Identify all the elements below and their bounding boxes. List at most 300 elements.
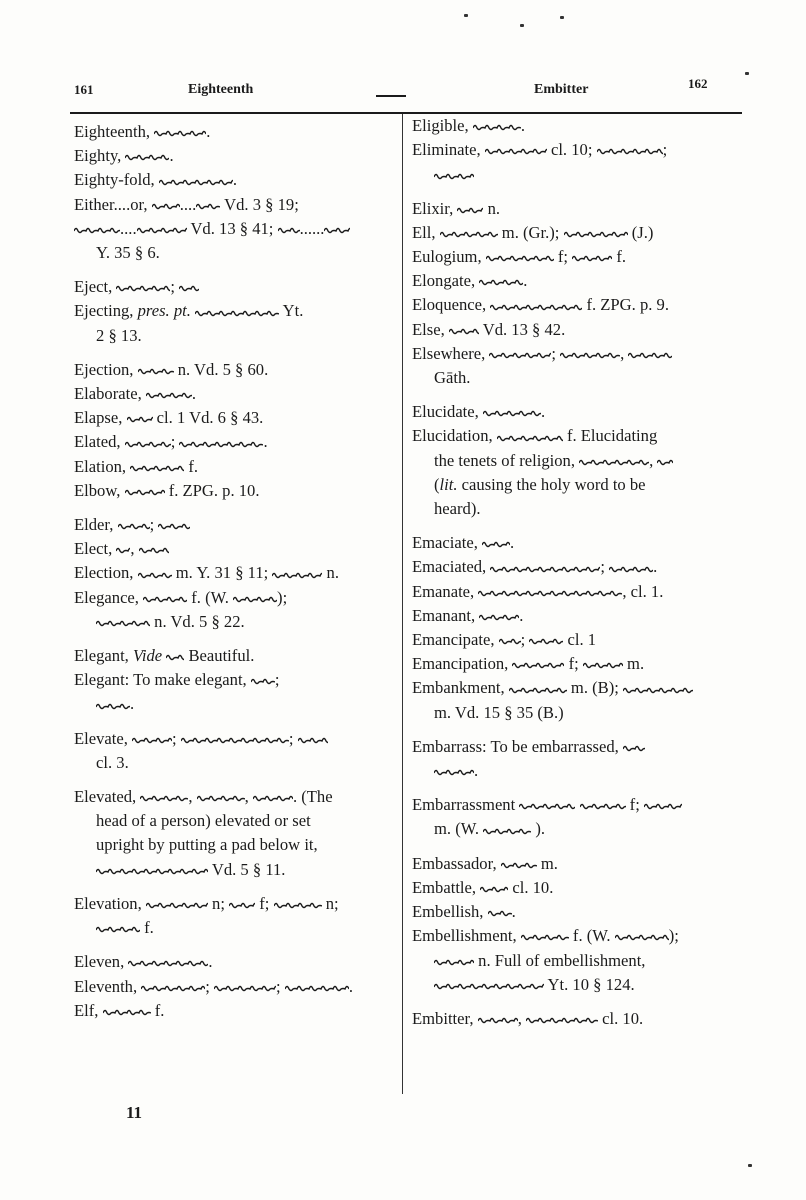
entry-text: f. ZPG. p. 10. [164, 480, 260, 500]
headword-text: Elf, [74, 1000, 103, 1020]
dictionary-entry [412, 245, 740, 269]
entry-text: f. [612, 247, 627, 267]
avestan-word [485, 144, 547, 158]
dictionary-entry [74, 644, 392, 668]
headword-text: Elegance, [74, 587, 144, 607]
entry-gap [412, 783, 740, 793]
headword-text: Ejection, [74, 359, 138, 379]
entry-text: , [649, 450, 658, 470]
headword-text: Elsewhere, [412, 343, 490, 363]
avestan-word [138, 364, 174, 378]
headword-text: m. Vd. 15 § 35 (B.) [434, 702, 564, 722]
avestan-word [128, 956, 208, 970]
dictionary-entry [74, 833, 392, 857]
dictionary-entry [412, 973, 740, 997]
avestan-word [480, 882, 508, 896]
headword-text: Eulogium, [412, 247, 486, 267]
headword-text: Gāth. [434, 368, 471, 388]
dictionary-entry [74, 324, 392, 348]
dictionary-entry [74, 382, 392, 406]
dictionary-entry [412, 949, 740, 973]
entry-text: n. Vd. 5 § 60. [173, 359, 269, 379]
entry-text: , [188, 787, 197, 807]
entry-text: m. [622, 654, 645, 674]
headword-text: Eighty, [74, 146, 126, 166]
avestan-word [449, 324, 479, 338]
avestan-word [253, 791, 293, 805]
entry-text: f. [140, 918, 154, 938]
signature-mark: 11 [126, 1103, 143, 1122]
headword-text: Eleven, [74, 952, 129, 972]
headword-text: Elbow, [74, 480, 125, 500]
headword-text: Elder, [74, 515, 118, 535]
dictionary-entry [74, 727, 392, 751]
entry-gap [412, 187, 740, 197]
avestan-word [74, 223, 120, 237]
headword-text: Eligible, [412, 116, 473, 135]
italic-abbrev: lit. [439, 474, 458, 494]
headword-text: Eject, [74, 277, 117, 297]
entry-text: causing the holy word to be [457, 474, 646, 494]
dictionary-entry [412, 449, 740, 473]
entry-text: f. (W. [568, 926, 615, 946]
dictionary-entry [74, 751, 392, 775]
entry-text: Vd. 13 § 42. [478, 319, 566, 339]
avestan-word [434, 955, 474, 969]
entry-text: f; [625, 795, 644, 815]
avestan-word [457, 203, 483, 217]
avestan-word [143, 592, 187, 606]
entry-gap [74, 634, 392, 644]
entry-text: , cl. 1. [622, 581, 664, 601]
dictionary-entry [412, 817, 740, 841]
dictionary-entry [412, 580, 740, 604]
dictionary-entry [74, 537, 392, 561]
headword-text: Elation, [74, 456, 131, 476]
avestan-word [440, 227, 498, 241]
entry-text: . [206, 122, 211, 141]
dictionary-entry [74, 668, 392, 692]
dictionary-entry [74, 168, 392, 192]
dictionary-entry [412, 735, 740, 759]
left-page-number: 161 [74, 82, 94, 97]
headword-text: Embellish, [412, 902, 488, 922]
entry-text: , [620, 343, 629, 363]
entry-text: ). [531, 819, 545, 839]
avestan-word [615, 930, 669, 944]
dictionary-entry [412, 701, 740, 725]
entry-gap [412, 997, 740, 1007]
dictionary-entry [412, 924, 740, 948]
entry-text: .... [179, 194, 197, 214]
avestan-word [298, 733, 328, 747]
headword-text: upright by putting a pad below it, [96, 835, 318, 855]
entry-text: .... [120, 218, 137, 238]
entry-text: . [540, 402, 546, 422]
entry-text: cl. 1 Vd. 6 § 43. [152, 408, 264, 428]
headword-text: the tenets of religion, [434, 450, 580, 470]
entry-text: ); [668, 926, 679, 946]
headword-text: Eighteenth, [74, 122, 155, 141]
dictionary-entry [412, 366, 740, 390]
avestan-word [482, 537, 510, 551]
headword-text: Emancipation, [412, 654, 513, 674]
dictionary-entry [74, 241, 392, 265]
headword-text: Ell, [412, 222, 440, 242]
avestan-word [179, 281, 199, 295]
avestan-word [488, 906, 512, 920]
entry-text: f. Elucidating [562, 426, 658, 446]
headword-text: Eliminate, [412, 140, 485, 160]
entry-text: Vd. 3 § 19; [220, 194, 299, 214]
avestan-word [564, 227, 628, 241]
entry-text: . [208, 952, 213, 972]
dictionary-entry [74, 692, 392, 716]
entry-text: Vd. 5 § 11. [208, 859, 286, 879]
avestan-word [116, 543, 130, 557]
avestan-word [272, 568, 322, 582]
dictionary-entry [412, 269, 740, 293]
dictionary-entry [412, 852, 740, 876]
entry-text: . [520, 116, 525, 135]
avestan-word [116, 281, 170, 295]
headword-text: Election, [74, 563, 138, 583]
dictionary-entry [74, 430, 392, 454]
dictionary-entry [412, 400, 740, 424]
dictionary-entry [412, 473, 740, 497]
avestan-word [96, 864, 208, 878]
avestan-word [473, 120, 521, 134]
entry-text: Yt. [279, 301, 304, 321]
avestan-word [274, 898, 322, 912]
dictionary-entry [74, 479, 392, 503]
entry-gap [74, 503, 392, 513]
dictionary-entry [74, 561, 392, 585]
entry-gap [412, 390, 740, 400]
dictionary-entry [74, 217, 392, 241]
entry-text: n. [483, 198, 501, 218]
left-running-head: Eighteenth [188, 82, 254, 97]
avestan-word [490, 300, 582, 314]
avestan-word [501, 858, 537, 872]
entry-text: (J.) [627, 222, 654, 242]
entry-text: cl. 10. [508, 877, 554, 897]
headword-text: 2 § 13. [96, 325, 142, 345]
dictionary-entry [412, 293, 740, 317]
entry-text: ; [170, 277, 180, 297]
headword-text: Else, [412, 319, 449, 339]
entry-text: ; [172, 728, 181, 748]
avestan-word [519, 799, 575, 813]
avestan-word [583, 658, 623, 672]
entry-text: . [263, 432, 268, 452]
avestan-word [324, 223, 350, 237]
dictionary-entry [74, 950, 392, 974]
headword-text: Embattle, [412, 877, 481, 897]
avestan-word [125, 150, 169, 164]
headword-text: m. (W. [434, 819, 484, 839]
dictionary-entry [412, 138, 740, 162]
avestan-word [499, 634, 521, 648]
avestan-word [434, 169, 474, 183]
entry-text: . [523, 271, 528, 291]
avestan-word [138, 568, 172, 582]
headword-text: Embarrassment [412, 795, 520, 815]
avestan-word [657, 455, 673, 469]
entry-text: . [130, 694, 135, 714]
avestan-word [152, 199, 180, 213]
dictionary-entry [74, 406, 392, 430]
entry-text: n. Vd. 5 § 22. [150, 611, 245, 631]
avestan-word [434, 765, 474, 779]
dictionary-entry [74, 999, 392, 1023]
headword-text: cl. 3. [96, 752, 129, 772]
headword-text: Eleventh, [74, 976, 142, 996]
entry-text: , [517, 1008, 526, 1028]
avestan-word [130, 461, 184, 475]
right-column [412, 114, 740, 1031]
entry-text: ); [277, 587, 288, 607]
entry-text: f. (W. [187, 587, 234, 607]
avestan-word [181, 733, 289, 747]
header-dash [376, 95, 406, 97]
headword-text: Elect, [74, 539, 117, 559]
avestan-word [118, 519, 150, 533]
avestan-word [278, 223, 300, 237]
entry-text: . (The [292, 787, 333, 807]
entry-text: ; [662, 140, 668, 160]
avestan-word [486, 251, 554, 265]
entry-gap [74, 265, 392, 275]
entry-text: Yt. 10 § 124. [544, 974, 635, 994]
headword-text: Embitter, [412, 1008, 478, 1028]
dictionary-entry [412, 318, 740, 342]
avestan-word [125, 485, 165, 499]
entry-text: cl. 1 [563, 630, 597, 650]
headword-text: Elevation, [74, 893, 146, 913]
avestan-word [478, 586, 622, 600]
avestan-word [179, 437, 263, 451]
avestan-word [154, 126, 206, 140]
avestan-word [478, 1013, 518, 1027]
avestan-word [140, 791, 188, 805]
dictionary-entry [412, 652, 740, 676]
entry-text: . [653, 557, 658, 577]
dictionary-entry [74, 120, 392, 144]
dictionary-entry [74, 916, 392, 940]
left-column [74, 120, 392, 1023]
avestan-word [479, 610, 519, 624]
dictionary-entry [412, 676, 740, 700]
avestan-word [196, 199, 220, 213]
avestan-word [526, 1013, 598, 1027]
dictionary-entry [74, 975, 392, 999]
dictionary-entry [412, 162, 740, 186]
avestan-word [132, 733, 172, 747]
avestan-word [623, 683, 693, 697]
headword-text: Elevated, [74, 787, 141, 807]
dictionary-entry [412, 424, 740, 448]
italic-abbrev: pres. pt. [137, 301, 191, 321]
dictionary-entry [74, 513, 392, 537]
avestan-word [159, 175, 233, 189]
entry-text: , [244, 787, 253, 807]
headword-text: ( [434, 474, 440, 494]
avestan-word [285, 981, 349, 995]
entry-text: . [348, 976, 353, 996]
avestan-word [572, 251, 612, 265]
dictionary-entry [412, 759, 740, 783]
dictionary-entry [412, 555, 740, 579]
avestan-word [229, 898, 255, 912]
entry-text: f; [564, 654, 583, 674]
scan-speck [745, 72, 749, 75]
avestan-word [146, 898, 208, 912]
avestan-word [489, 348, 551, 362]
entry-gap [74, 940, 392, 950]
dictionary-entry [412, 114, 740, 138]
headword-text: Eighty-fold, [74, 170, 159, 190]
entry-text: ; [288, 728, 298, 748]
entry-text: . [519, 605, 524, 625]
dictionary-entry [412, 793, 740, 817]
dictionary-entry [74, 809, 392, 833]
avestan-word [628, 348, 672, 362]
entry-text: ; [276, 976, 285, 996]
avestan-word [166, 650, 184, 664]
headword-text: Elaborate, [74, 384, 146, 404]
headword-text: Elapse, [74, 408, 127, 428]
entry-text: ; [149, 515, 159, 535]
entry-gap [74, 717, 392, 727]
entry-text: . [511, 902, 516, 922]
entry-text: ; [551, 343, 561, 363]
headword-text: Embankment, [412, 678, 509, 698]
entry-text: f; [553, 247, 573, 267]
italic-abbrev: Vide [132, 646, 163, 666]
headword-text: Elucidation, [412, 426, 497, 446]
avestan-word [127, 412, 153, 426]
entry-text: ; [600, 557, 610, 577]
scan-speck [748, 1164, 752, 1167]
avestan-word [644, 799, 682, 813]
dictionary-entry [74, 785, 392, 809]
headword-text: heard). [434, 499, 481, 519]
avestan-word [497, 431, 563, 445]
avestan-word [580, 799, 626, 813]
dictionary-entry [412, 342, 740, 366]
scan-speck [464, 14, 468, 17]
dictionary-entry [74, 586, 392, 610]
entry-text: n; [207, 893, 230, 913]
headword-text: Embassador, [412, 853, 501, 873]
headword-text: Ejecting, [74, 301, 138, 321]
avestan-word [579, 455, 649, 469]
entry-text: f; [255, 893, 274, 913]
dictionary-entry [412, 1007, 740, 1031]
headword-text: Elongate, [412, 271, 480, 291]
dictionary-entry [412, 197, 740, 221]
dictionary-entry [74, 892, 392, 916]
avestan-word [521, 930, 569, 944]
right-page-number: 162 [688, 76, 708, 91]
entry-text: . [232, 170, 237, 190]
avestan-word [96, 922, 140, 936]
dictionary-entry [74, 275, 392, 299]
entry-text: n. Full of embellishment, [474, 950, 646, 970]
headword-text: Emaciate, [412, 533, 483, 553]
headword-text: Either....or, [74, 194, 152, 214]
scan-speck [560, 16, 564, 19]
avestan-word [96, 699, 130, 713]
entry-gap [74, 775, 392, 785]
dictionary-entry [74, 610, 392, 634]
dictionary-entry [412, 876, 740, 900]
avestan-word [137, 223, 187, 237]
entry-text: n; [321, 893, 339, 913]
right-running-head: Embitter [534, 82, 589, 97]
entry-text: . [510, 533, 515, 553]
entry-text: cl. 10; [546, 140, 597, 160]
avestan-word [158, 519, 190, 533]
headword-text: head of a person) elevated or set [96, 811, 311, 831]
entry-gap [74, 882, 392, 892]
entry-text: Beautiful. [184, 646, 255, 666]
scan-speck [520, 24, 524, 27]
entry-text: , [130, 539, 139, 559]
entry-text: . [191, 384, 197, 404]
avestan-word [609, 562, 653, 576]
entry-text: n. [322, 563, 339, 583]
avestan-word [146, 388, 192, 402]
dictionary-entry [74, 858, 392, 882]
avestan-word [233, 592, 277, 606]
entry-text: m. (B); [566, 678, 624, 698]
avestan-word [195, 306, 279, 320]
avestan-word [483, 406, 541, 420]
avestan-word [623, 741, 645, 755]
avestan-word [251, 674, 275, 688]
headword-text: Emanate, [412, 581, 479, 601]
avestan-word [125, 437, 171, 451]
headword-text: Elixir, [412, 198, 458, 218]
avestan-word [214, 981, 276, 995]
avestan-word [197, 791, 245, 805]
dictionary-entry [74, 358, 392, 382]
dictionary-entry [412, 497, 740, 521]
entry-text: m. Y. 31 § 11; [171, 563, 273, 583]
entry-text: m. (Gr.); [497, 222, 564, 242]
avestan-word [96, 616, 150, 630]
entry-text: Vd. 13 § 41; [186, 218, 278, 238]
entry-text: ; [170, 432, 180, 452]
headword-text: Elated, [74, 432, 125, 452]
headword-text: Embellishment, [412, 926, 521, 946]
avestan-word [141, 981, 205, 995]
entry-gap [412, 725, 740, 735]
headword-text: Emaciated, [412, 557, 491, 577]
entry-gap [74, 348, 392, 358]
headword-text: Elucidate, [412, 402, 483, 422]
dictionary-entry [412, 900, 740, 924]
avestan-word [509, 683, 567, 697]
avestan-word [512, 658, 564, 672]
headword-text: Eloquence, [412, 295, 491, 315]
entry-text: . [474, 761, 479, 781]
entry-text: cl. 10. [598, 1008, 644, 1028]
column-divider [402, 114, 403, 1094]
dictionary-entry [74, 455, 392, 479]
